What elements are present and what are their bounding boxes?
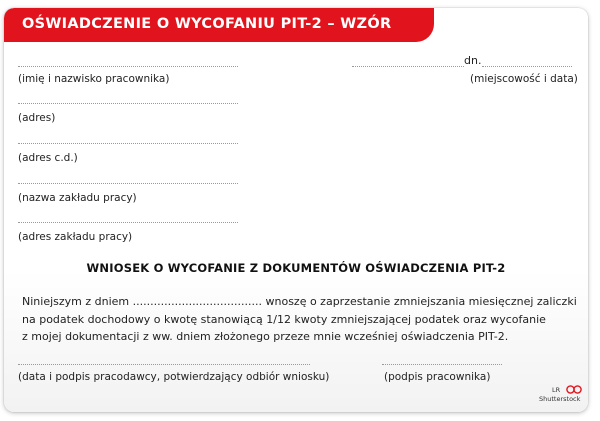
place-date-label: (miejscowość i data) [470,73,578,85]
name-label: (imię i nazwisko pracownika) [18,73,170,85]
workplace-name-label: (nazwa zakładu pracy) [18,192,137,204]
paragraph-line-2: na podatek dochodowy o kwotę stanowiącą 1/12 kwoty zmniejszającej podatek oraz wycofanie [22,312,546,326]
workplace-address-label: (adres zakładu pracy) [18,231,133,243]
workplace-address-dotted-line [18,222,238,223]
watermark-brand: Shutterstock [539,395,581,403]
document-card [4,8,588,412]
employee-signature-label: (podpis pracownika) [384,371,491,383]
address-cd-label: (adres c.d.) [18,152,78,164]
request-heading: WNIOSEK O WYCOFANIE Z DOKUMENTÓW OŚWIADCZENIA PIT-2 [86,261,506,275]
workplace-name-dotted-line [18,183,238,184]
shutterstock-logo-icon [566,385,582,394]
employer-signature-label: (data i podpis pracodawcy, potwierdzający odbiór wniosku) [18,371,330,383]
place-dotted-line [352,66,464,67]
paragraph-line-3: z mojej dokumentacji z ww. dniem złożonego przeze mnie wcześniej oświadczenia PIT-2. [22,330,509,343]
employee-signature-dotted-line [382,364,502,365]
employer-signature-dotted-line [18,364,310,365]
address-cd-dotted-line [18,143,238,144]
address-dotted-line [18,103,238,104]
date-dotted-line [482,66,572,67]
request-paragraph [22,293,577,346]
name-dotted-line [18,66,238,67]
document-title: OŚWIADCZENIE O WYCOFANIU PIT-2 – WZÓR [22,16,392,32]
dn-label: dn. [464,54,482,67]
card-background [4,8,588,412]
address-label: (adres) [18,112,56,124]
paragraph-line-1: Niniejszym z dniem ..................................... wnoszę o zaprzestanie zmniejszania miesięcznej zaliczki [22,295,577,308]
title-banner [4,8,434,42]
watermark-initials: LR [552,386,561,394]
